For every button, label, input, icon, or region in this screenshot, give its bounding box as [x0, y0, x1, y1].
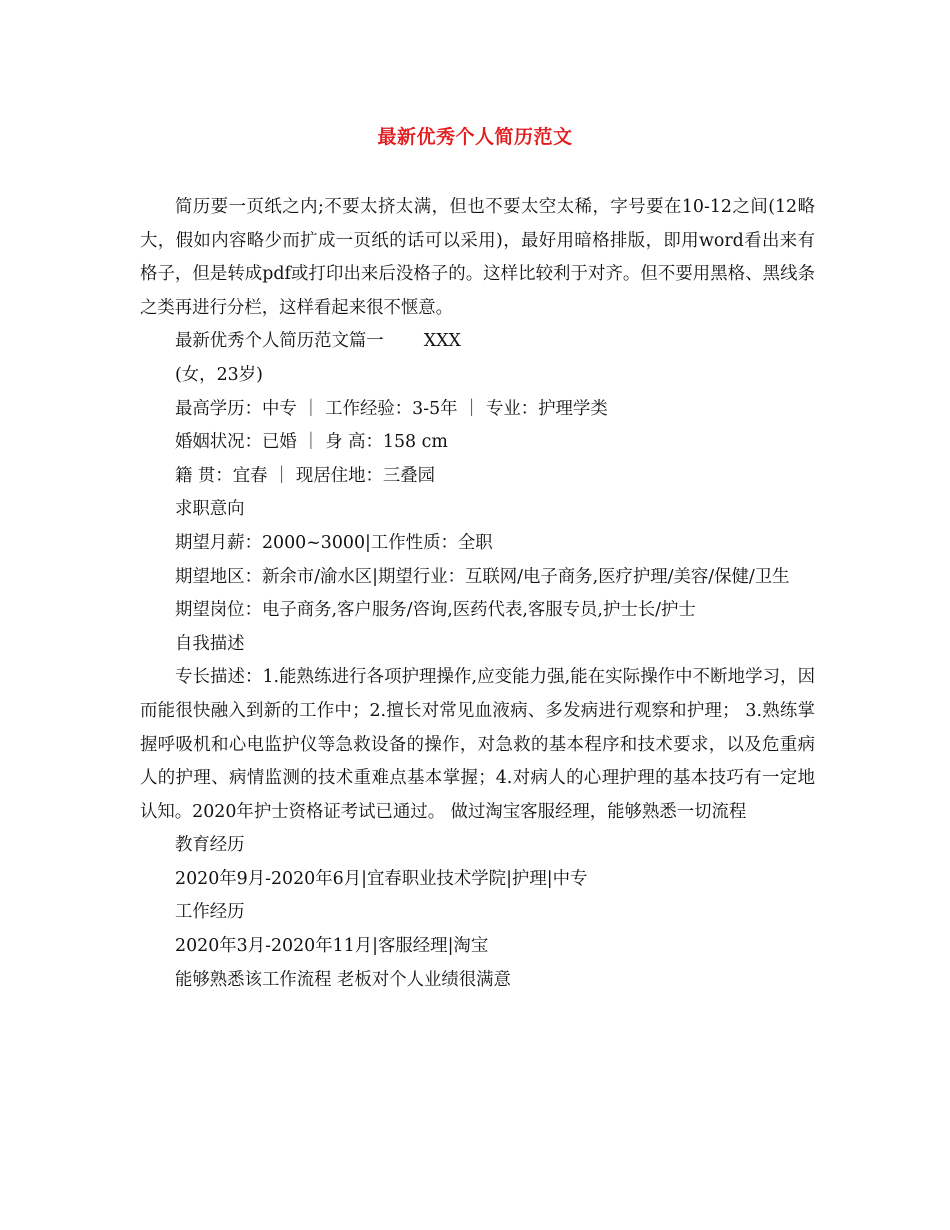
education-summary: 最高学历：中专 ｜ 工作经验：3-5年 ｜ 专业：护理学类: [175, 398, 608, 419]
intro-paragraph: 简历要一页纸之内;不要太挤太满，但也不要太空太稀，字号要在10-12之间(12略大，假如内容略少而扩成一页纸的话可以采用)，最好用暗格排版，即用word看出来有格子，但是转成pdf或打印出来后没格子的。这样比较利于对齐。但不要用黑格、黑线条之类再进行分栏，这样看起来很不惬意。: [140, 197, 815, 318]
section-heading: 最新优秀个人简历范文篇一: [175, 331, 384, 352]
expected-salary: 期望月薪：2000~3000|工作性质：全职: [175, 532, 493, 553]
document-body: [140, 191, 815, 997]
education-heading: 教育经历: [175, 835, 245, 856]
gender-age: (女，23岁): [175, 364, 263, 385]
marriage-height: 婚姻状况：已婚 ｜ 身 高：158 cm: [175, 432, 448, 453]
job-intent-heading: 求职意向: [175, 499, 245, 520]
work-note: 能够熟悉该工作流程 老板对个人业绩很满意: [175, 969, 511, 990]
work-heading: 工作经历: [175, 902, 245, 923]
self-description: 专长描述：1.能熟练进行各项护理操作,应变能力强,能在实际操作中不断地学习，因而能很快融入到新的工作中；2.擅长对常见血液病、多发病进行观察和护理； 3.熟练掌握呼吸机和心电监护仪等急救设备的操作，对急救的基本程序和技术要求，以及危重病人的护理、病情监测的技术重难点基本掌握；4.对病人的心理护理的基本技巧有一定地认知。2020年护士资格证考试已通过。 做过淘宝客服经理，能够熟悉一切流程: [140, 667, 815, 822]
candidate-name: XXX: [423, 331, 461, 352]
page-title: 最新优秀个人简历范文: [377, 126, 573, 148]
hometown-residence: 籍 贯：宜春 ｜ 现居住地：三叠园: [175, 465, 436, 486]
education-entry: 2020年9月-2020年6月|宜春职业技术学院|护理|中专: [175, 868, 588, 889]
self-description-heading: 自我描述: [175, 633, 245, 654]
expected-position: 期望岗位：电子商务,客户服务/咨询,医药代表,客服专员,护士长/护士: [175, 600, 696, 621]
section-heading-line: [140, 325, 815, 359]
expected-region: 期望地区：新余市/渝水区|期望行业：互联网/电子商务,医疗护理/美容/保健/卫生: [175, 566, 790, 587]
work-entry: 2020年3月-2020年11月|客服经理|淘宝: [175, 936, 489, 957]
